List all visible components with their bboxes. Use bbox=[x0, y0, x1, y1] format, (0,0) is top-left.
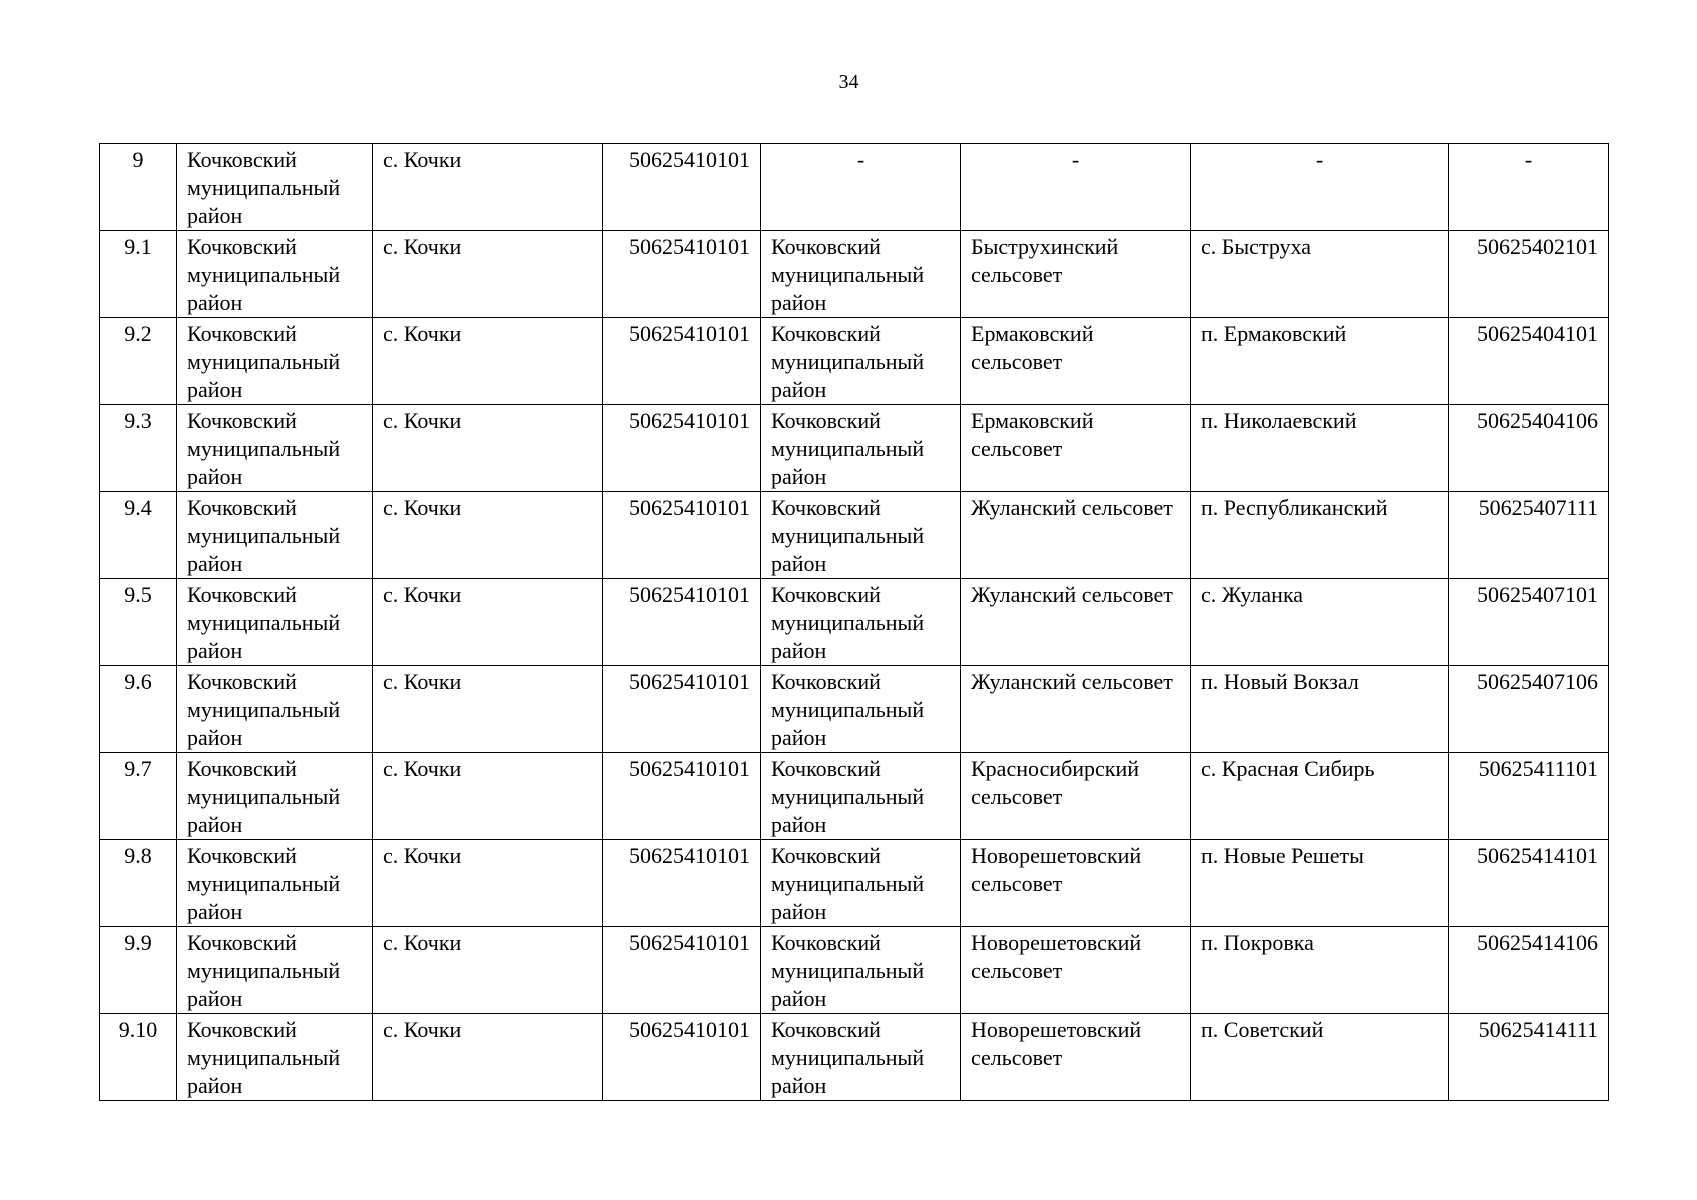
council-cell: Новорешетовский сельсовет bbox=[961, 840, 1191, 927]
sub-district-cell: Кочковский муниципальный район bbox=[761, 753, 961, 840]
district-cell: Кочковский муниципальный район bbox=[177, 753, 373, 840]
council-cell: Жуланский сельсовет bbox=[961, 666, 1191, 753]
row-number: 9 bbox=[100, 144, 177, 231]
council-cell: Ермаковский сельсовет bbox=[961, 318, 1191, 405]
table-row bbox=[100, 144, 1609, 231]
table-row bbox=[100, 666, 1609, 753]
council-cell: Жуланский сельсовет bbox=[961, 579, 1191, 666]
settlement-code-cell: 50625404106 bbox=[1449, 405, 1609, 492]
table-row bbox=[100, 840, 1609, 927]
row-number: 9.2 bbox=[100, 318, 177, 405]
center-code-cell: 50625410101 bbox=[603, 231, 761, 318]
sub-district-cell: Кочковский муниципальный район bbox=[761, 840, 961, 927]
sub-district-cell: Кочковский муниципальный район bbox=[761, 405, 961, 492]
row-number: 9.5 bbox=[100, 579, 177, 666]
center-code-cell: 50625410101 bbox=[603, 666, 761, 753]
row-number: 9.9 bbox=[100, 927, 177, 1014]
sub-district-cell: Кочковский муниципальный район bbox=[761, 666, 961, 753]
table-row bbox=[100, 1014, 1609, 1101]
center-cell: с. Кочки bbox=[373, 753, 603, 840]
row-number: 9.8 bbox=[100, 840, 177, 927]
table-row bbox=[100, 753, 1609, 840]
sub-district-cell: Кочковский муниципальный район bbox=[761, 927, 961, 1014]
council-cell: Новорешетовский сельсовет bbox=[961, 1014, 1191, 1101]
sub-district-cell: Кочковский муниципальный район bbox=[761, 1014, 961, 1101]
center-cell: с. Кочки bbox=[373, 1014, 603, 1101]
sub-district-cell: Кочковский муниципальный район bbox=[761, 579, 961, 666]
table-row bbox=[100, 579, 1609, 666]
row-number: 9.4 bbox=[100, 492, 177, 579]
district-cell: Кочковский муниципальный район bbox=[177, 318, 373, 405]
center-cell: с. Кочки bbox=[373, 666, 603, 753]
council-cell: Красносибирский сельсовет bbox=[961, 753, 1191, 840]
table-row bbox=[100, 318, 1609, 405]
center-code-cell: 50625410101 bbox=[603, 840, 761, 927]
table-row bbox=[100, 231, 1609, 318]
settlement-code-cell: 50625414111 bbox=[1449, 1014, 1609, 1101]
settlement-code-cell: 50625402101 bbox=[1449, 231, 1609, 318]
council-cell: Быструхинский сельсовет bbox=[961, 231, 1191, 318]
sub-district-cell: - bbox=[761, 144, 961, 231]
center-cell: с. Кочки bbox=[373, 318, 603, 405]
settlement-cell: п. Новый Вокзал bbox=[1191, 666, 1449, 753]
district-cell: Кочковский муниципальный район bbox=[177, 579, 373, 666]
council-cell: Новорешетовский сельсовет bbox=[961, 927, 1191, 1014]
table-row bbox=[100, 927, 1609, 1014]
row-number: 9.7 bbox=[100, 753, 177, 840]
sub-district-cell: Кочковский муниципальный район bbox=[761, 231, 961, 318]
settlement-code-cell: 50625414106 bbox=[1449, 927, 1609, 1014]
settlement-cell: п. Николаевский bbox=[1191, 405, 1449, 492]
district-cell: Кочковский муниципальный район bbox=[177, 492, 373, 579]
settlement-cell: п. Новые Решеты bbox=[1191, 840, 1449, 927]
row-number: 9.1 bbox=[100, 231, 177, 318]
settlement-code-cell: - bbox=[1449, 144, 1609, 231]
settlement-code-cell: 50625414101 bbox=[1449, 840, 1609, 927]
table-row bbox=[100, 405, 1609, 492]
council-cell: Ермаковский сельсовет bbox=[961, 405, 1191, 492]
settlement-cell: с. Жуланка bbox=[1191, 579, 1449, 666]
center-code-cell: 50625410101 bbox=[603, 492, 761, 579]
settlement-code-cell: 50625407111 bbox=[1449, 492, 1609, 579]
center-cell: с. Кочки bbox=[373, 579, 603, 666]
center-cell: с. Кочки bbox=[373, 492, 603, 579]
data-table bbox=[99, 143, 1609, 1101]
settlement-cell: п. Советский bbox=[1191, 1014, 1449, 1101]
row-number: 9.6 bbox=[100, 666, 177, 753]
district-cell: Кочковский муниципальный район bbox=[177, 231, 373, 318]
center-cell: с. Кочки bbox=[373, 144, 603, 231]
settlement-code-cell: 50625407101 bbox=[1449, 579, 1609, 666]
settlement-code-cell: 50625411101 bbox=[1449, 753, 1609, 840]
row-number: 9.3 bbox=[100, 405, 177, 492]
district-cell: Кочковский муниципальный район bbox=[177, 927, 373, 1014]
center-code-cell: 50625410101 bbox=[603, 1014, 761, 1101]
row-number: 9.10 bbox=[100, 1014, 177, 1101]
council-cell: - bbox=[961, 144, 1191, 231]
district-cell: Кочковский муниципальный район bbox=[177, 1014, 373, 1101]
settlement-cell: п. Покровка bbox=[1191, 927, 1449, 1014]
center-cell: с. Кочки bbox=[373, 840, 603, 927]
settlement-cell: п. Ермаковский bbox=[1191, 318, 1449, 405]
settlement-code-cell: 50625407106 bbox=[1449, 666, 1609, 753]
center-code-cell: 50625410101 bbox=[603, 405, 761, 492]
center-cell: с. Кочки bbox=[373, 231, 603, 318]
center-code-cell: 50625410101 bbox=[603, 318, 761, 405]
district-cell: Кочковский муниципальный район bbox=[177, 840, 373, 927]
district-cell: Кочковский муниципальный район bbox=[177, 144, 373, 231]
sub-district-cell: Кочковский муниципальный район bbox=[761, 318, 961, 405]
center-code-cell: 50625410101 bbox=[603, 927, 761, 1014]
settlement-cell: с. Красная Сибирь bbox=[1191, 753, 1449, 840]
settlement-cell: с. Быструха bbox=[1191, 231, 1449, 318]
settlement-cell: п. Республиканский bbox=[1191, 492, 1449, 579]
center-cell: с. Кочки bbox=[373, 927, 603, 1014]
table-row bbox=[100, 492, 1609, 579]
center-code-cell: 50625410101 bbox=[603, 753, 761, 840]
settlement-cell: - bbox=[1191, 144, 1449, 231]
district-cell: Кочковский муниципальный район bbox=[177, 666, 373, 753]
center-code-cell: 50625410101 bbox=[603, 144, 761, 231]
sub-district-cell: Кочковский муниципальный район bbox=[761, 492, 961, 579]
district-cell: Кочковский муниципальный район bbox=[177, 405, 373, 492]
center-cell: с. Кочки bbox=[373, 405, 603, 492]
council-cell: Жуланский сельсовет bbox=[961, 492, 1191, 579]
center-code-cell: 50625410101 bbox=[603, 579, 761, 666]
page-number: 34 bbox=[838, 71, 859, 93]
settlement-code-cell: 50625404101 bbox=[1449, 318, 1609, 405]
